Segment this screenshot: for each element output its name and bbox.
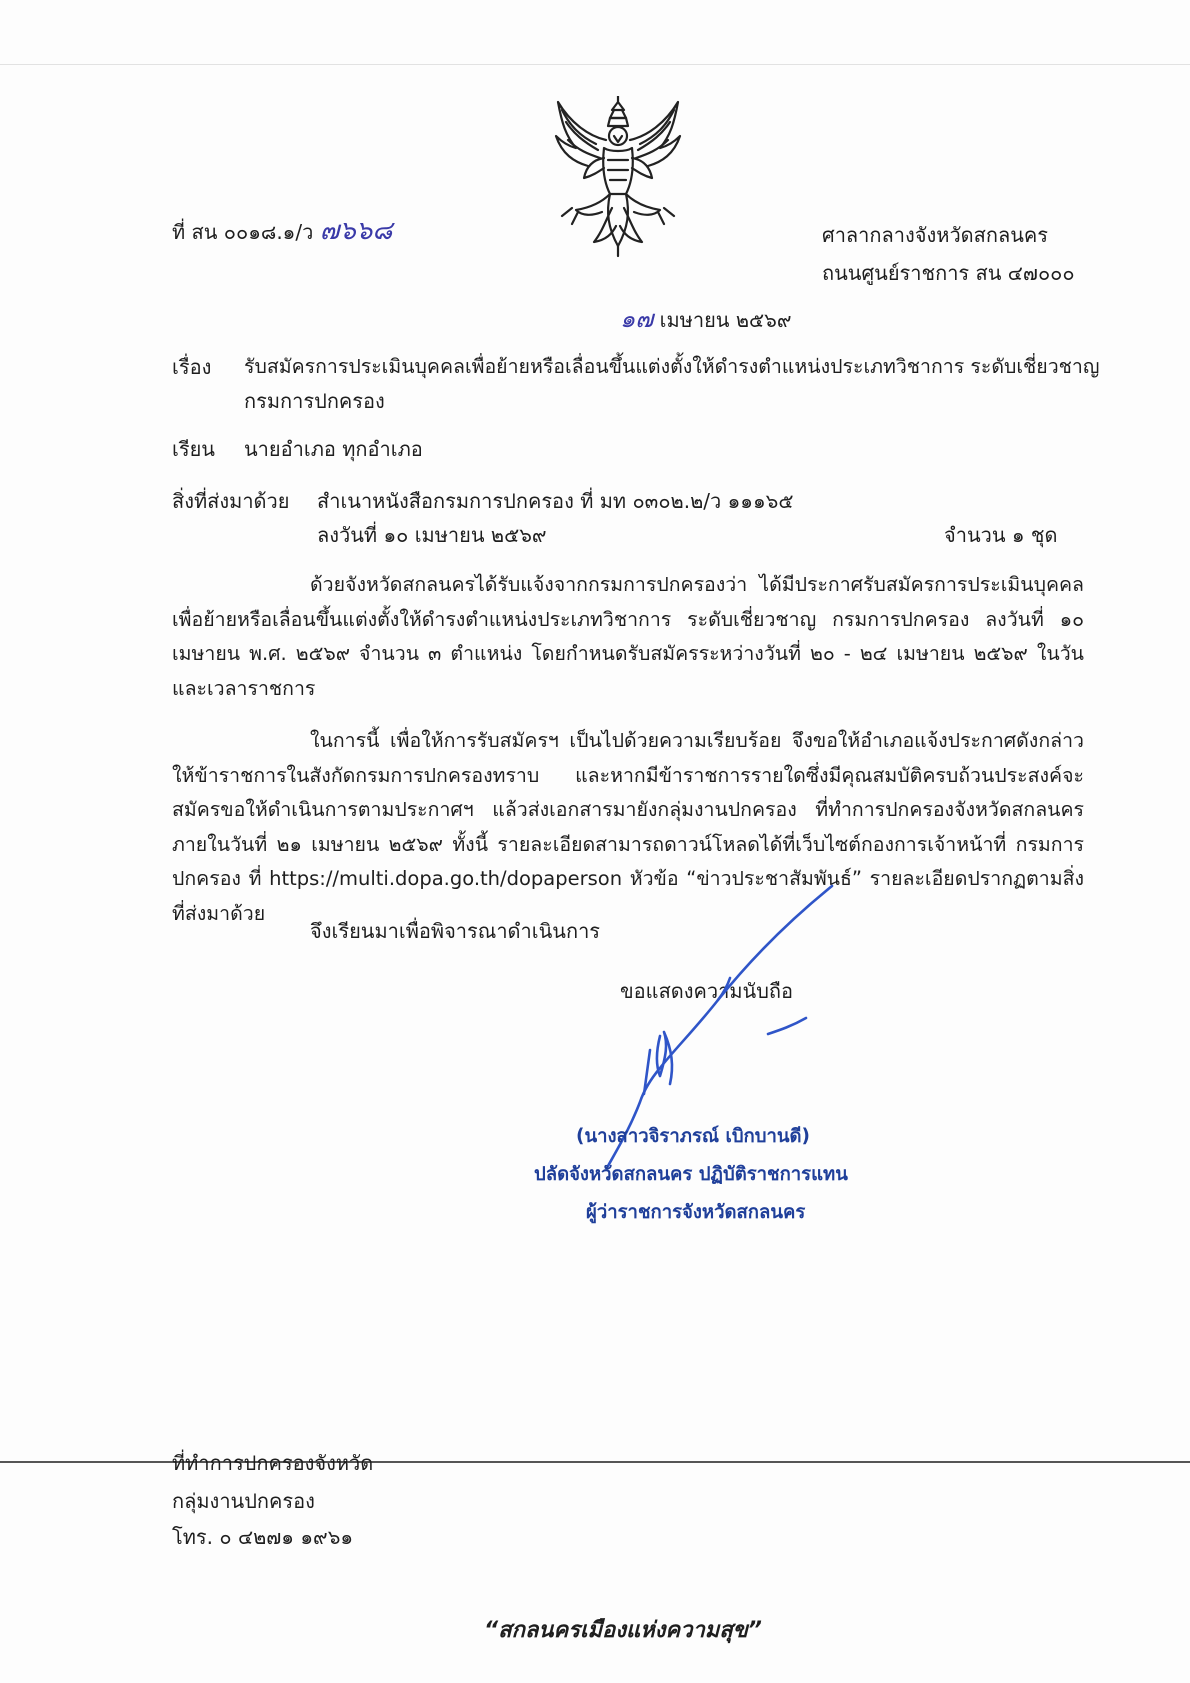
footer-division: กลุ่มงานปกครอง	[172, 1489, 315, 1513]
date-day-handwritten: ๑๗	[620, 305, 654, 333]
body-paragraph-3: จึงเรียนมาเพื่อพิจารณาดำเนินการ	[310, 919, 601, 943]
body-paragraph-1: ด้วยจังหวัดสกลนครได้รับแจ้งจากกรมการปกครองว่า ได้มีประกาศรับสมัครการประเมินบุคคลเพื่อย้ายหรือเลื่อนขึ้นแต่งตั้งให้ดำรงตำแหน่งประเภทวิชาการ ระดับเชี่ยวชาญ กรมการปกครอง ลงวันที่ ๑๐ เมษายน พ.ศ. ๒๕๖๙ จำนวน ๓ ตำแหน่ง โดยกำหนดรับสมัครระหว่างวันที่ ๒๐ - ๒๔ เมษายน ๒๕๖๙ ในวันและเวลาราชการ	[172, 573, 1084, 700]
scan-edge-line	[0, 64, 1190, 65]
closing-salutation: ขอแสดงความนับถือ	[620, 979, 794, 1003]
enclosure-label: สิ่งที่ส่งมาด้วย	[172, 489, 290, 513]
footer-phone: โทร. ๐ ๔๒๗๑ ๑๙๖๑	[172, 1525, 354, 1549]
garuda-emblem-icon	[548, 96, 688, 258]
footer-slogan: “สกลนครเมืองแห่งความสุข”	[484, 1618, 762, 1643]
subject-label: เรื่อง	[172, 355, 212, 379]
recipient-value: นายอำเภอ ทุกอำเภอ	[244, 437, 423, 461]
subject-line2: กรมการปกครอง	[244, 389, 385, 413]
subject-line1: รับสมัครการประเมินบุคคลเพื่อย้ายหรือเลื่อนขึ้นแต่งตั้งให้ดำรงตำแหน่งประเภทวิชาการ ระดับเชี่ยวชาญ	[244, 355, 1100, 378]
recipient-label: เรียน	[172, 437, 215, 461]
footer-office: ที่ทำการปกครองจังหวัด	[172, 1451, 374, 1475]
letter-date	[620, 302, 792, 337]
signer-title2: ผู้ว่าราชการจังหวัดสกลนคร	[586, 1202, 806, 1223]
doc-number-prefix: ที่ สน ๐๐๑๘.๑/ว	[172, 220, 314, 244]
enclosure-line2: ลงวันที่ ๑๐ เมษายน ๒๕๖๙	[317, 523, 547, 547]
doc-number-handwritten: ๗๖๖๘	[319, 216, 393, 246]
issuer-line1: ศาลากลางจังหวัดสกลนคร	[822, 223, 1049, 247]
enclosure-quantity: จำนวน ๑ ชุด	[944, 523, 1058, 547]
doc-number	[172, 214, 392, 249]
enclosure-line1: สำเนาหนังสือกรมการปกครอง ที่ มท ๐๓๐๒.๒/ว ๑๑๑๖๕	[317, 489, 794, 513]
signer-name: (นางสาวจิราภรณ์ เบิกบานดี)	[576, 1126, 811, 1147]
date-month-year: เมษายน ๒๕๖๙	[659, 308, 792, 332]
issuer-line2: ถนนศูนย์ราชการ สน ๔๗๐๐๐	[822, 261, 1075, 285]
body-paragraph-2: ในการนี้ เพื่อให้การรับสมัครฯ เป็นไปด้วยความเรียบร้อย จึงขอให้อำเภอแจ้งประกาศดังกล่าวให้ข้าราชการในสังกัดกรมการปกครองทราบ และหากมีข้าราชการรายใดซึ่งมีคุณสมบัติครบถ้วนประสงค์จะสมัครขอให้ดำเนินการตามประกาศฯ แล้วส่งเอกสารมายังกลุ่มงานปกครอง ที่ทำการปกครองจังหวัดสกลนคร ภายในวันที่ ๒๑ เมษายน ๒๕๖๙ ทั้งนี้ รายละเอียดสามารถดาวน์โหลดได้ที่เว็บไซต์กองการเจ้าหน้าที่ กรมการปกครอง ที่ https://multi.dopa.go.th/dopaperson หัวข้อ “ข่าวประชาสัมพันธ์” รายละเอียดปรากฏตามสิ่งที่ส่งมาด้วย	[172, 729, 1084, 925]
signer-title1: ปลัดจังหวัดสกลนคร ปฏิบัติราชการแทน	[534, 1164, 848, 1185]
